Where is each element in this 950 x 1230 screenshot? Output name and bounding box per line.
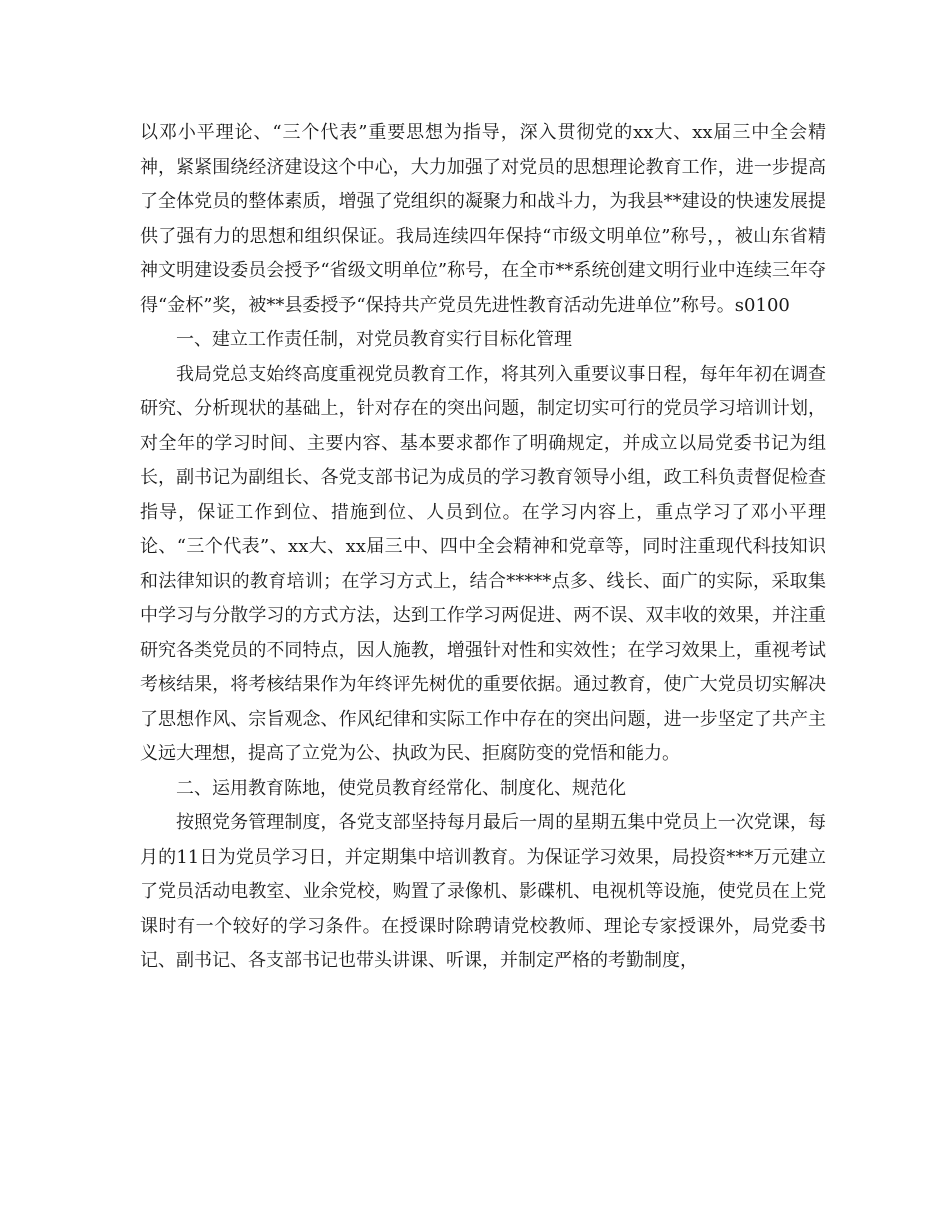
intro-paragraph: 以邓小平理论、“三个代表”重要思想为指导，深入贯彻党的xx大、xx届三中全会精神，紧紧围绕经济建设这个中心，大力加强了对党员的思想理论教育工作，进一步提高了全体党员的整体素质，增强了党组织的凝聚力和战斗力，为我县**建设的快速发展提供了强有力的思想和组织保证。我局连续四年保持“市级文明单位”称号，，被山东省精神文明建设委员会授予“省级文明单位”称号，在全市**系统创建文明行业中连续三年夺得“金杯”奖，被**县委授予“保持共产党员先进性教育活动先进单位”称号。s0100	[140, 122, 826, 316]
section-body-2: 按照党务管理制度，各党支部坚持每月最后一周的星期五集中党员上一次党课，每月的11日为党员学习日，并定期集中培训教育。为保证学习效果，局投资***万元建立了党员活动电教室、业余党校，购置了录像机、影碟机、电视机等设施，使党员在上党课时有一个较好的学习条件。在授课时除聘请党校教师、理论专家授课外，局党委书记、副书记、各支部书记也带头讲课、听课，并制定严格的考勤制度，	[140, 812, 826, 971]
section-heading-1: 一、建立工作责任制，对党员教育实行目标化管理	[176, 329, 572, 350]
section-heading-2: 二、运用教育陈地，使党员教育经常化、制度化、规范化	[176, 777, 626, 799]
document-page	[140, 116, 826, 979]
section-body-1: 我局党总支始终高度重视党员教育工作，将其列入重要议事日程，每年年初在调查研究、分析现状的基础上，针对存在的突出问题，制定切实可行的党员学习培训计划，对全年的学习时间、主要内容、基本要求都作了明确规定，并成立以局党委书记为组长，副书记为副组长、各党支部书记为成员的学习教育领导小组，政工科负责督促检查指导，保证工作到位、措施到位、人员到位。在学习内容上，重点学习了邓小平理论、“三个代表”、xx大、xx届三中、四中全会精神和党章等，同时注重现代科技知识和法律知识的教育培训；在学习方式上，结合*****点多、线长、面广的实际，采取集中学习与分散学习的方式方法，达到工作学习两促进、两不误、双丰收的效果，并注重研究各类党员的不同特点，因人施教，增强针对性和实效性；在学习效果上，重视考试考核结果，将考核结果作为年终评先树优的重要依据。通过教育，使广大党员切实解决了思想作风、宗旨观念、作风纪律和实际工作中存在的突出问题，进一步坚定了共产主义远大理想，提高了立党为公、执政为民、拒腐防变的党悟和能力。	[140, 363, 826, 764]
